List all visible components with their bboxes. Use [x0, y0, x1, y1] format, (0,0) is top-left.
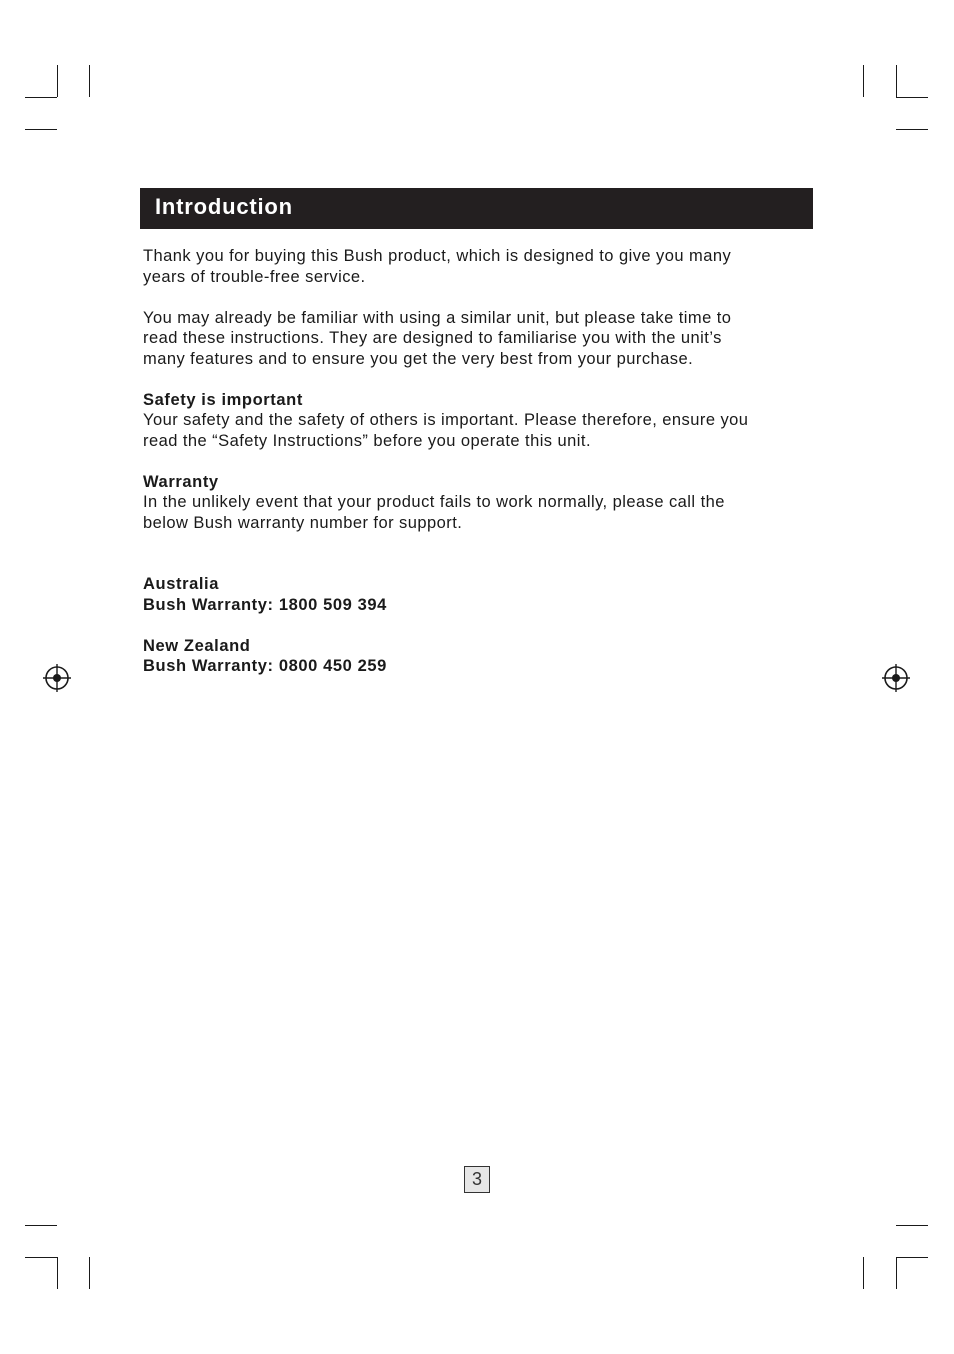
crop-mark — [25, 1257, 57, 1258]
crop-mark — [896, 97, 928, 98]
crop-mark — [896, 65, 897, 97]
safety-text: Your safety and the safety of others is important. Please therefore, ensure you read the “Safety Instructions” before you operate this unit. — [143, 411, 749, 450]
crop-mark — [896, 1225, 928, 1226]
crosshair-circle-icon — [882, 664, 910, 692]
contact-warranty-number: Bush Warranty: 0800 450 259 — [143, 657, 387, 675]
crop-mark — [896, 1257, 928, 1258]
crop-mark — [863, 1257, 864, 1289]
crop-mark — [57, 65, 58, 97]
crop-mark — [896, 129, 928, 130]
contact-region: Australia — [143, 575, 220, 593]
crop-mark — [25, 1225, 57, 1226]
contact-warranty-number: Bush Warranty: 1800 509 394 — [143, 595, 387, 614]
warranty-text: In the unlikely event that your product fails to work normally, please call the below Bush warranty number for support. — [143, 493, 725, 532]
crosshair-circle-icon — [43, 664, 71, 692]
safety-heading: Safety is important — [143, 390, 303, 409]
intro-paragraph: Thank you for buying this Bush product, which is designed to give you many years of trouble-free service. — [143, 247, 732, 286]
page-content — [143, 246, 843, 677]
crop-mark — [89, 1257, 90, 1289]
crop-mark — [57, 1257, 58, 1289]
crop-mark — [863, 65, 864, 97]
crop-mark — [89, 65, 90, 97]
section-header — [140, 188, 813, 229]
page-number: 3 — [464, 1166, 490, 1193]
warranty-heading: Warranty — [143, 472, 219, 491]
intro-paragraph: You may already be familiar with using a similar unit, but please take time to read these instructions. They are designed to familiarise you with the unit’s many features and to ensure you get the very best from your purchase. — [143, 308, 732, 368]
contact-region: New Zealand — [143, 636, 251, 655]
crop-mark — [25, 97, 57, 98]
section-title: Introduction — [155, 194, 293, 219]
crop-mark — [896, 1257, 897, 1289]
crop-mark — [25, 129, 57, 130]
